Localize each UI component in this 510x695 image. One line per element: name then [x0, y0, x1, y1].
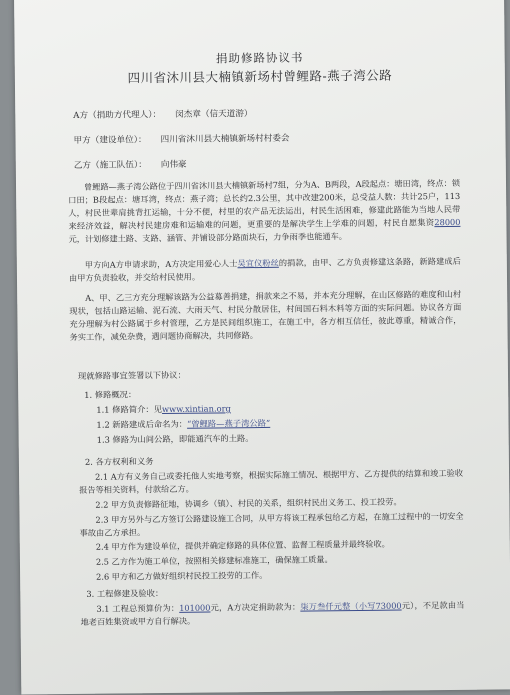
party-jia-value: 四川省沐川县大楠镇新场村村委会	[160, 133, 290, 146]
sec2-item-5: 2.5 乙方作为施工单位，按照相关修建标准施工，确保施工质量。	[95, 554, 333, 567]
party-yi	[74, 158, 187, 171]
sec3-heading: 3. 工程修建及验收：	[86, 588, 164, 599]
document-subtitle: 四川省沐川县大楠镇新场村曾鲤路-燕子湾公路	[127, 67, 393, 86]
party-jia-label: 甲方（建设单位）：	[73, 135, 147, 146]
website-link[interactable]: www.xintian.org	[161, 403, 231, 415]
paragraph-background: 曾鲤路—燕子湾公路位于四川省沐川县大楠镇新场村7组，分为A、B两段，A段起点：塘田湾，终点：锁口田；B段起点：塘耳湾，终点：燕子湾；总长约2.3公里，其中改建200米，总受益人数：共计25户，113人，村民世辈肩挑背扛运输，十分不便，村里的农产品无法运出，村民生活困难，修建此路能为当地人民带来经济效益，解决村民建房难和运输难的问题，更重要的是解决学生上学难的问题，村民自愿集资28000元，计划修建土路、支路、涵管、并铺设部分路面块石，力争雨季也能通车。	[68, 177, 461, 245]
road-name: “曾鲤路—燕子湾公路”	[186, 417, 271, 429]
party-a-label: A方（捐助方代理人）：	[73, 110, 162, 121]
sec2-item-3: 2.3 甲方另外与乙方签订公路建设施工合同，从甲方将该工程承包给乙方起，在施工过程中的一切安全事故由乙方承担。	[79, 510, 464, 538]
sec2-item-1: 2.1 A方有义务自己或委托他人实地考察，根据实际施工情况、根据甲方、乙方提供的结算和竣工验收报告等相关资料，付款给乙方。	[79, 467, 464, 495]
section-intro: 现就修路事宜签署以下协议：	[77, 369, 186, 381]
sec2-item-2: 2.2 甲方负责修路征地，协调乡（镇）、村民的关系，组织村民出义务工、投工投劳。	[95, 496, 402, 510]
sec1-item-1: 1.1 修路简介：见www.xintian.org	[96, 403, 231, 415]
sec2-heading: 2. 各方权利和义务	[84, 456, 154, 467]
party-yi-value: 向伟豪	[160, 159, 187, 171]
party-yi-label: 乙方（施工队伍）：	[73, 160, 147, 171]
sec2-item-4: 2.4 甲方作为建设单位，提供并确定修路的具体位置、监督工程质量并最终验收。	[95, 538, 390, 552]
party-jia	[73, 132, 289, 146]
paragraph-request: 甲方向A方申请求助，A方决定用爱心人士吴宜仪粉丝的捐款，由甲、乙方负责修建这条路，新路建成后由甲方负责验收，并交给村民使用。	[68, 255, 461, 284]
funding-amount: 28000	[434, 216, 461, 228]
donor-name: 吴宜仪粉丝	[237, 257, 279, 269]
paragraph-understanding: A、甲、乙三方充分理解该路为公益募善捐建，捐款来之不易，并本充分理解，在山区修路的难度和山村现状，包括山路运输、泥石流、大雨天气、村民分散居住，村间国石料木料等方面的实际问题。协议各方面充分理解为村公路属于乡村管理，乙方是民间组织施工，在施工中，各方相互信任，彼此尊重，精诚合作，务实工作，减免杂费，遇问题协商解决，共同修路。	[69, 288, 462, 343]
budget-amount: 101000	[179, 602, 211, 613]
party-a	[73, 107, 252, 121]
sec2-item-6: 2.6 甲方和乙方做好组织村民投工投劳的工作。	[96, 569, 268, 582]
agreement-document	[14, 0, 510, 695]
sec1-heading: 1. 修路概况：	[84, 389, 137, 400]
sec1-item-2: 1.2 新路建成后命名为：“曾鲤路—燕子湾公路”	[96, 417, 271, 430]
document-title: 捐助修路协议书	[215, 50, 304, 66]
party-a-value: 闵杰章（信天道游）	[175, 109, 253, 120]
donation-amount: 柒万叁仟元整（小写73000	[300, 600, 402, 612]
sec3-item-1: 3.1 工程总预算价为：101000元，A方决定捐助款为：柒万叁仟元整（小写73000元），不足款由当地老百姓集资或甲方自行解决。	[80, 599, 465, 627]
sec1-item-3: 1.3 修路为山间公路，即能通汽车的土路。	[96, 433, 254, 445]
